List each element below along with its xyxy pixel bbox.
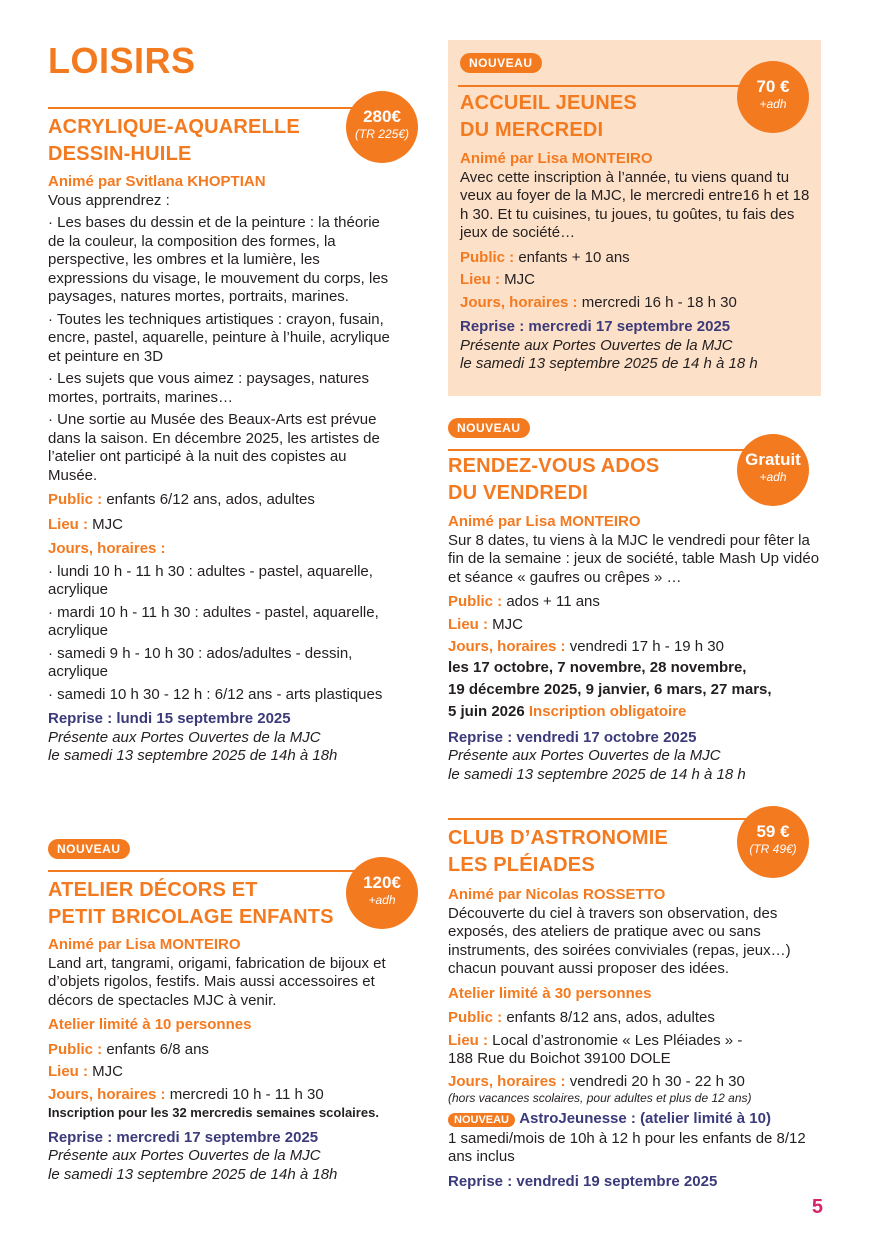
jours-line [448, 638, 820, 657]
lieu-line [448, 1032, 820, 1051]
nouveau-badge: NOUVEAU [460, 53, 542, 73]
intro: Vous apprendrez : [48, 191, 170, 209]
description: Avec cette inscription à l’année, tu viens quand tu veux au foyer de la MJC, le mercredi entre16 h et 18 h 30. Et tu cuisines, tu joues, tu goûtes, tu fais des jeux de société… [460, 168, 810, 241]
portes-ouvertes-date: le samedi 13 septembre 2025 de 14 h à 18 h [460, 355, 758, 372]
public-value: enfants 6/8 ans [106, 1040, 209, 1058]
lieu-value: MJC [492, 615, 523, 633]
title-line: DU VENDREDI [448, 482, 588, 504]
public-line [448, 1009, 820, 1028]
page-number: 5 [811, 1196, 823, 1218]
lieu-line [448, 616, 820, 635]
reprise: Reprise : vendredi 19 septembre 2025 [448, 1172, 718, 1190]
title-line: ATELIER DÉCORS ET [48, 879, 258, 901]
portes-ouvertes-date: le samedi 13 septembre 2025 de 14h à 18h [48, 1165, 338, 1183]
jours-note: (hors vacances scolaires, pour adultes et plus de 12 ans) [448, 1091, 752, 1105]
atelier-body [48, 936, 394, 1184]
public-value: enfants 8/12 ans, ados, adultes [506, 1009, 715, 1026]
jours-value: vendredi 17 h - 19 h 30 [569, 638, 724, 655]
nouveau-badge: NOUVEAU [448, 1113, 515, 1127]
price-circle [346, 91, 418, 163]
jours-value: mercredi 16 h - 18 h 30 [581, 293, 737, 311]
section-title [48, 877, 348, 931]
title-line: PETIT BRICOLAGE ENFANTS [48, 906, 334, 928]
portes-ouvertes-date: le samedi 13 septembre 2025 de 14h à 18h [48, 747, 338, 764]
title-line: DU MERCREDI [460, 119, 604, 141]
bullet: · Les sujets que vous aimez : paysages, natures mortes, portraits, marines… [48, 370, 370, 406]
acrylique-body [48, 173, 394, 766]
limit: Atelier limité à 10 personnes [48, 1016, 252, 1033]
horaire: · samedi 10 h 30 - 12 h : 6/12 ans - arts plastiques [48, 685, 383, 703]
price: 59 € [756, 822, 790, 841]
title-line: ACCUEIL JEUNES [460, 92, 637, 114]
section-divider [448, 449, 758, 451]
inscription: Inscription obligatoire [528, 702, 687, 720]
section-title [448, 825, 728, 879]
public-line [460, 249, 817, 268]
jours-label: Jours, horaires : [48, 540, 166, 557]
lieu-label: Lieu : [448, 1031, 488, 1049]
portes-ouvertes: Présente aux Portes Ouvertes de la MJC [48, 1147, 321, 1164]
title-line: LES PLÉIADES [448, 854, 595, 876]
dates-line [448, 701, 820, 723]
price: 120€ [363, 873, 401, 892]
animator: Animé par Nicolas ROSSETTO [448, 886, 666, 903]
jours-line [448, 1073, 820, 1092]
animator: Animé par Svitlana KHOPTIAN [48, 173, 266, 190]
limit: Atelier limité à 30 personnes [448, 984, 652, 1002]
jours-line [48, 1086, 394, 1105]
animator: Animé par Lisa MONTEIRO [448, 513, 641, 530]
price: Gratuit [745, 450, 801, 469]
price-sub: +adh [759, 470, 787, 484]
bullet: · Une sortie au Musée des Beaux-Arts est prévue dans la saison. En décembre 2025, les artistes de l’atelier ont participé à la nuit des copistes au Musée. [48, 411, 380, 484]
public-value: enfants + 10 ans [518, 248, 630, 266]
description: Sur 8 dates, tu viens à la MJC le vendredi pour fêter la fin de la semaine : jeux de société, table Mash Up vidéo et séance « gaufres ou crêpes » … [448, 531, 820, 586]
lieu-value: MJC [92, 1063, 123, 1080]
nouveau-badge: NOUVEAU [48, 839, 130, 859]
horaire: · samedi 9 h - 10 h 30 : ados/adultes - dessin, acrylique [48, 644, 353, 680]
price-circle [346, 857, 418, 929]
public-line [448, 593, 820, 612]
section-divider [48, 107, 368, 109]
bullet: · Toutes les techniques artistiques : crayon, fusain, encre, pastel, aquarelle, peinture à l’huile, acrylique et peinture en 3D [48, 310, 390, 365]
lieu-label: Lieu : [48, 1063, 88, 1080]
accueil-body [460, 150, 817, 374]
portes-ouvertes: Présente aux Portes Ouvertes de la MJC [460, 336, 733, 354]
animator: Animé par Lisa MONTEIRO [48, 936, 241, 953]
price-circle [737, 61, 809, 133]
portes-ouvertes: Présente aux Portes Ouvertes de la MJC [448, 747, 721, 764]
price: 70 € [756, 77, 790, 96]
jours-value: vendredi 20 h 30 - 22 h 30 [569, 1072, 745, 1090]
animator: Animé par Lisa MONTEIRO [460, 150, 653, 167]
public-line [48, 491, 394, 510]
portes-ouvertes: Présente aux Portes Ouvertes de la MJC [48, 728, 321, 746]
public-label: Public : [448, 593, 503, 610]
section-title [48, 114, 348, 168]
reprise: Reprise : mercredi 17 septembre 2025 [460, 318, 731, 335]
public-label: Public : [460, 248, 515, 266]
description: Découverte du ciel à travers son observation, des exposés, des ateliers de pratique avec ou sans instruments, des soirées conviviales (repas, jeux…) chacun pouvant aussi proposer des idées. [448, 904, 791, 977]
lieu-value: MJC [92, 515, 123, 533]
price-sub: +adh [759, 97, 787, 111]
lieu-label: Lieu : [448, 615, 488, 633]
section-title [448, 453, 728, 507]
title-line: ACRYLIQUE-AQUARELLE [48, 116, 300, 138]
lieu-line [48, 1063, 394, 1082]
public-label: Public : [48, 491, 103, 508]
lieu-line [460, 271, 817, 290]
astrojeunesse-desc: 1 samedi/mois de 10h à 12 h pour les enfants de 8/12 ans inclus [448, 1129, 806, 1165]
portes-ouvertes-date: le samedi 13 septembre 2025 de 14 h à 18 h [448, 765, 746, 783]
nouveau-badge: NOUVEAU [448, 418, 530, 438]
jours-label: Jours, horaires : [448, 1072, 566, 1090]
horaire: · lundi 10 h - 11 h 30 : adultes - pastel, aquarelle, acrylique [48, 562, 373, 598]
jours-label: Jours, horaires : [48, 1085, 166, 1103]
section-divider [458, 85, 758, 87]
lieu-label: Lieu : [460, 271, 500, 288]
price-sub: (TR 225€) [354, 127, 410, 141]
astrojeunesse-title: AstroJeunesse : (atelier limité à 10) [519, 1110, 771, 1127]
public-value: ados + 11 ans [506, 593, 600, 610]
jours-label: Jours, horaires : [448, 638, 566, 655]
public-label: Public : [48, 1040, 103, 1058]
jours-label: Jours, horaires : [460, 293, 578, 311]
public-label: Public : [448, 1009, 503, 1026]
title-line: DESSIN-HUILE [48, 143, 192, 165]
reprise: Reprise : mercredi 17 septembre 2025 [48, 1128, 319, 1146]
title-line: RENDEZ-VOUS ADOS [448, 455, 660, 477]
description: Land art, tangrami, origami, fabrication de bijoux et d’objets rigolos, festifs. Mais aussi accessoires et décors de spectacles MJC à venir. [48, 954, 386, 1009]
horaire: · mardi 10 h - 11 h 30 : adultes - pastel, aquarelle, acrylique [48, 603, 379, 639]
astrojeunesse-line [448, 1110, 820, 1130]
page-title: LOISIRS [48, 40, 196, 81]
astro-body [448, 886, 820, 1191]
section-title [460, 90, 740, 144]
lieu-label: Lieu : [48, 515, 88, 533]
jours-line [460, 294, 817, 313]
price-sub: (TR 49€) [749, 842, 797, 856]
title-line: CLUB D’ASTRONOMIE [448, 827, 669, 849]
dates-line: 19 décembre 2025, 9 janvier, 6 mars, 27 mars, [448, 680, 772, 698]
dates-last: 5 juin 2026 [448, 702, 525, 720]
section-divider [448, 818, 758, 820]
lieu-line [48, 516, 394, 535]
lieu-address: 188 Rue du Boichot 39100 DOLE [448, 1050, 671, 1067]
price-sub: +adh [368, 893, 396, 907]
price-circle [737, 434, 809, 506]
jours-value: mercredi 10 h - 11 h 30 [169, 1085, 324, 1103]
inscription: Inscription pour les 32 mercredis semaines scolaires. [48, 1105, 379, 1120]
lieu-value: Local d’astronomie « Les Pléiades » - [492, 1031, 743, 1049]
dates-line: les 17 octobre, 7 novembre, 28 novembre, [448, 658, 747, 676]
rdv-body [448, 513, 820, 784]
section-divider [48, 870, 368, 872]
bullet: · Les bases du dessin et de la peinture : la théorie de la couleur, la composition des formes, la perspective, les ombres et la lumière, les expressions du visage, le mouvement du corps, les paysages, natures mortes, portraits, marines. [48, 214, 389, 305]
lieu-value: MJC [504, 271, 535, 288]
reprise: Reprise : vendredi 17 octobre 2025 [448, 728, 697, 746]
public-line [48, 1041, 394, 1060]
reprise: Reprise : lundi 15 septembre 2025 [48, 710, 291, 727]
public-value: enfants 6/12 ans, ados, adultes [106, 491, 315, 508]
price-circle [737, 806, 809, 878]
price: 280€ [363, 107, 401, 126]
